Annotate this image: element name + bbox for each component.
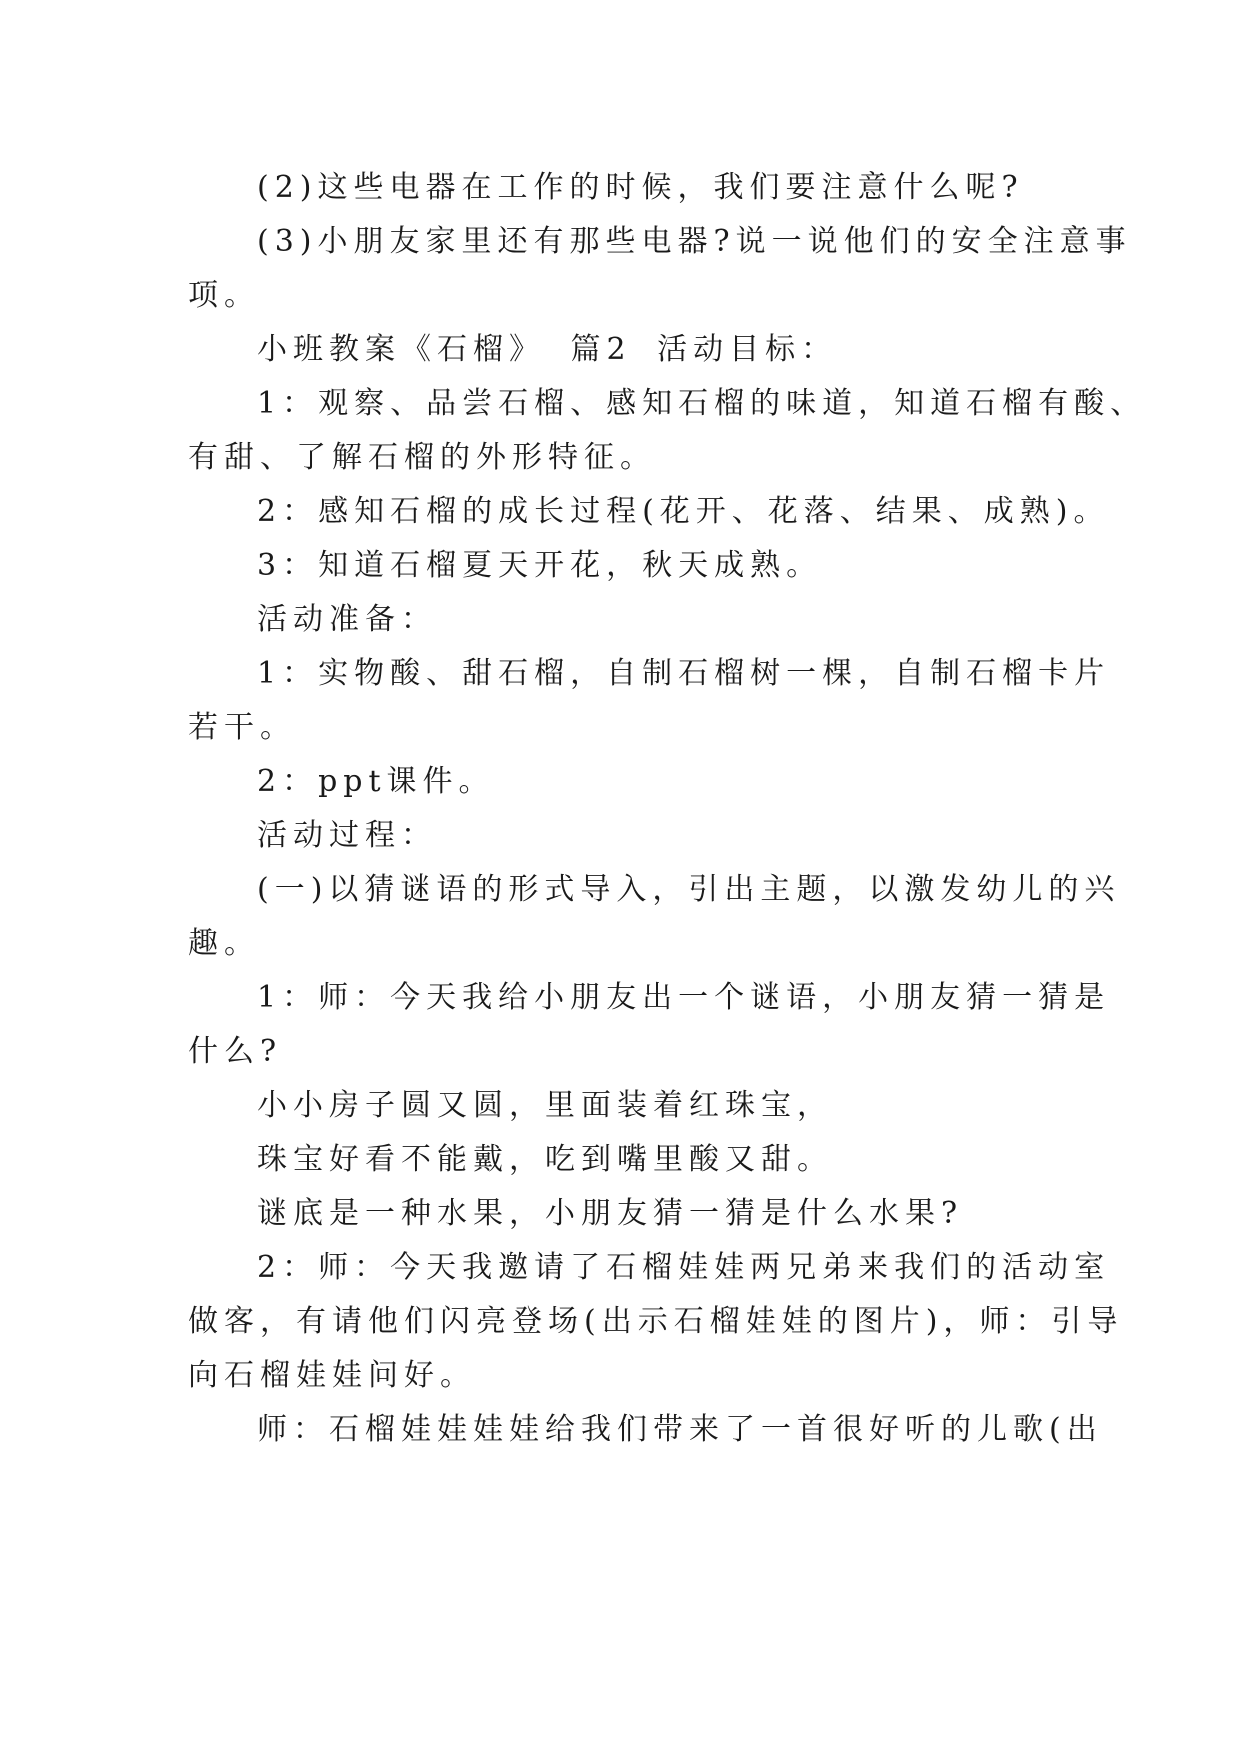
text-line: (2)这些电器在工作的时候，我们要注意什么呢? [257,170,1024,205]
text-line: (3)小朋友家里还有那些电器?说一说他们的安全注意事 [257,224,1132,259]
text-line: 谜底是一种水果，小朋友猜一猜是什么水果? [257,1196,964,1231]
text-line: 1：实物酸、甜石榴，自制石榴树一棵，自制石榴卡片 [257,656,1111,691]
text-line: 师：石榴娃娃娃娃给我们带来了一首很好听的儿歌(出 [257,1412,1103,1447]
text-line: 3：知道石榴夏天开花，秋天成熟。 [257,548,823,583]
text-line: 2：师：今天我邀请了石榴娃娃两兄弟来我们的活动室 [257,1250,1111,1285]
text-line: 活动过程： [257,818,437,853]
text-line: 珠宝好看不能戴，吃到嘴里酸又甜。 [257,1142,833,1177]
text-line: 做客，有请他们闪亮登场(出示石榴娃娃的图片)，师：引导 [188,1304,1124,1339]
text-line: 有甜、了解石榴的外形特征。 [188,440,656,475]
text-line: 项。 [188,278,260,313]
text-line: 小小房子圆又圆，里面装着红珠宝， [257,1088,833,1123]
text-line: 活动准备： [257,602,437,637]
text-line: (一)以猜谜语的形式导入，引出主题，以激发幼儿的兴 [257,872,1121,907]
section-heading: 小班教案《石榴》 篇2 活动目标： [257,332,838,367]
text-line: 向石榴娃娃问好。 [188,1358,476,1393]
text-line: 2：ppt课件。 [257,764,495,799]
text-line: 2：感知石榴的成长过程(花开、花落、结果、成熟)。 [257,494,1110,529]
text-line: 1：师：今天我给小朋友出一个谜语，小朋友猜一猜是 [257,980,1111,1015]
text-line: 趣。 [188,926,260,961]
text-line: 若干。 [188,710,296,745]
text-line: 1：观察、品尝石榴、感知石榴的味道，知道石榴有酸、 [257,386,1147,421]
text-line: 什么? [188,1034,283,1069]
